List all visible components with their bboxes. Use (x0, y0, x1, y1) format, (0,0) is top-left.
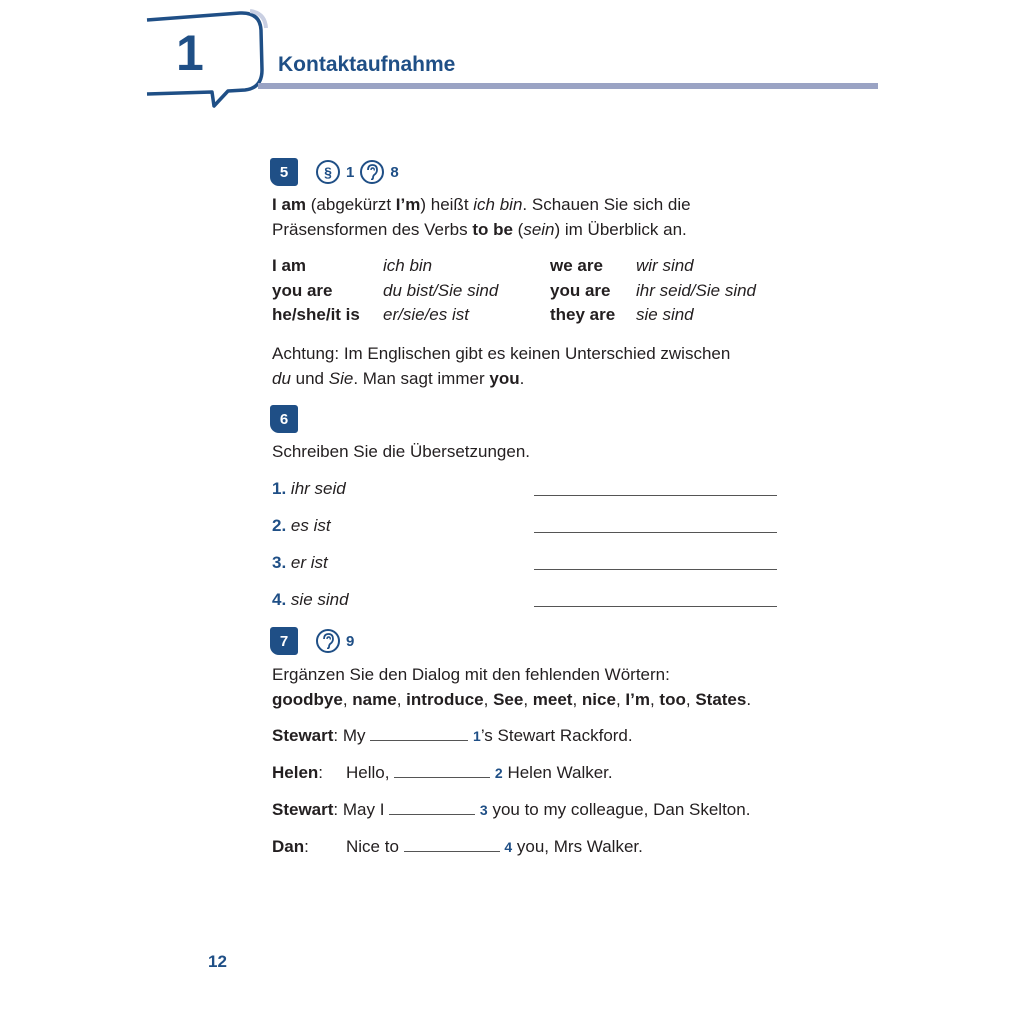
answer-field[interactable] (534, 532, 777, 533)
grammar-ref-number: 1 (346, 163, 355, 181)
intro-text: I am (272, 195, 307, 214)
item-text: ihr seid (290, 479, 346, 498)
word-bank-item: See (493, 690, 524, 709)
speaker-colon: : (333, 726, 339, 745)
chapter-title: Kontaktaufnahme (278, 53, 456, 76)
word-bank-item: States (695, 690, 747, 709)
exercise-5-header (270, 158, 399, 186)
word-bank-item: introduce (406, 690, 484, 709)
item-number: 2. (272, 516, 287, 535)
answer-field[interactable] (534, 606, 777, 607)
exercise-5-note (272, 341, 832, 391)
exercise-7-header (270, 627, 354, 655)
word-sep: , (572, 690, 582, 709)
conj-en: they are (550, 305, 616, 324)
translation-item (272, 550, 328, 575)
chapter-number: 1 (176, 25, 204, 81)
speaker-label (272, 834, 346, 859)
chapter-speech-bubble (140, 8, 275, 112)
item-number: 3. (272, 553, 287, 572)
speaker-colon: : (318, 763, 324, 782)
word-bank (272, 690, 751, 709)
exercise-6-instruction: Schreiben Sie die Übersetzungen. (272, 442, 530, 461)
speaker-name: Dan (272, 837, 305, 856)
conj-en: you are (550, 280, 611, 300)
word-sep: , (396, 690, 407, 709)
translation-item (272, 587, 349, 612)
intro-text: ) im Überblick an. (554, 220, 687, 239)
instruction-text: Ergänzen Sie den Dialog mit den fehlenden Wörtern: (272, 665, 670, 684)
audio-track-number: 8 (390, 163, 399, 181)
conj-de: wir sind (636, 256, 694, 275)
dialog-line (272, 760, 613, 786)
gap-number: 1 (473, 728, 481, 744)
speaker-colon: : (304, 837, 309, 856)
conj-de: ihr seid/Sie sind (636, 280, 757, 300)
grammar-section-icon: § (316, 160, 340, 184)
item-text: er ist (290, 553, 328, 572)
exercise-7-instruction (272, 662, 832, 712)
exercise-badge: 5 (270, 158, 298, 186)
item-number: 4. (272, 590, 287, 609)
conj-de: du bist/Sie sind (383, 280, 499, 300)
word-bank-item: I’m (625, 690, 650, 709)
note-text: und (290, 369, 329, 388)
item-number: 1. (272, 479, 287, 498)
note-text: Sie (328, 369, 354, 388)
gap-field[interactable] (370, 726, 468, 741)
conj-en: you are (272, 280, 333, 300)
exercise-badge: 6 (270, 405, 298, 433)
gap-number: 2 (494, 765, 503, 781)
note-text: Achtung: Im Englischen gibt es keinen Unterschied zwischen (272, 344, 731, 363)
dialog-line (272, 834, 643, 860)
gap-number: 4 (504, 839, 513, 855)
intro-text: sein (523, 220, 555, 239)
exercise-5-intro (272, 192, 832, 242)
translation-item (272, 476, 346, 501)
word-bank-item: name (352, 690, 397, 709)
conj-en: he/she/it is (272, 305, 360, 324)
dialog-text: you, Mrs Walker. (512, 837, 643, 856)
dialog-text: Hello, (346, 763, 395, 782)
dialog-line (272, 797, 750, 823)
note-text: du (272, 369, 291, 388)
translation-item (272, 513, 331, 538)
gap-field[interactable] (404, 837, 500, 852)
speaker-colon: : (333, 800, 339, 819)
word-bank-item: goodbye (272, 690, 343, 709)
note-text: . Man sagt immer (353, 369, 490, 388)
speaker-name: Helen (272, 763, 319, 782)
item-text: es ist (290, 516, 331, 535)
intro-text: . Schauen Sie sich die (522, 195, 691, 214)
dialog-text: you to my colleague, Dan Skelton. (487, 800, 751, 819)
speaker-name: Stewart (272, 800, 334, 819)
dialog-text: My (342, 726, 371, 745)
dialog-text: Nice to (346, 837, 404, 856)
answer-field[interactable] (534, 569, 777, 570)
conjugation-table (272, 254, 796, 328)
answer-field[interactable] (534, 495, 777, 496)
conj-en: I am (272, 256, 307, 275)
word-bank-item: too (659, 690, 686, 709)
intro-text: (abgekürzt (306, 195, 396, 214)
gap-field[interactable] (394, 763, 490, 778)
word-bank-item: nice (581, 690, 616, 709)
ear-audio-icon (316, 629, 340, 653)
conj-de: ich bin (383, 256, 433, 275)
speaker-label (272, 760, 346, 785)
conj-en: we are (550, 256, 603, 275)
speaker-name: Stewart (272, 726, 334, 745)
intro-text: ich bin (473, 195, 523, 214)
intro-text: to be (472, 220, 513, 239)
ear-audio-icon (360, 160, 384, 184)
word-sep: , (342, 690, 353, 709)
word-sep: . (746, 690, 752, 709)
item-text: sie sind (290, 590, 349, 609)
word-bank-item: meet (532, 690, 573, 709)
conj-de: er/sie/es ist (383, 305, 469, 324)
intro-text: Präsensformen des Verbs (272, 220, 473, 239)
note-text: . (519, 369, 525, 388)
word-sep: , (483, 690, 494, 709)
dialog-line (272, 723, 633, 749)
intro-text: ( (512, 220, 524, 239)
page-number: 12 (208, 952, 227, 971)
dialog-text: ’s Stewart Rackford. (480, 726, 633, 745)
intro-text: I’m (395, 195, 421, 214)
dialog-text: May I (342, 800, 390, 819)
intro-text: ) heißt (420, 195, 474, 214)
word-sep: , (523, 690, 533, 709)
audio-track-number: 9 (346, 632, 355, 650)
dialog-text: Helen Walker. (502, 763, 613, 782)
word-sep: , (615, 690, 626, 709)
exercise-badge: 7 (270, 627, 298, 655)
gap-field[interactable] (389, 800, 475, 815)
word-sep: , (685, 690, 696, 709)
gap-number: 3 (479, 802, 488, 818)
word-sep: , (649, 690, 660, 709)
conj-de: sie sind (636, 305, 694, 324)
note-text: you (489, 369, 520, 388)
header-rule (258, 83, 878, 89)
